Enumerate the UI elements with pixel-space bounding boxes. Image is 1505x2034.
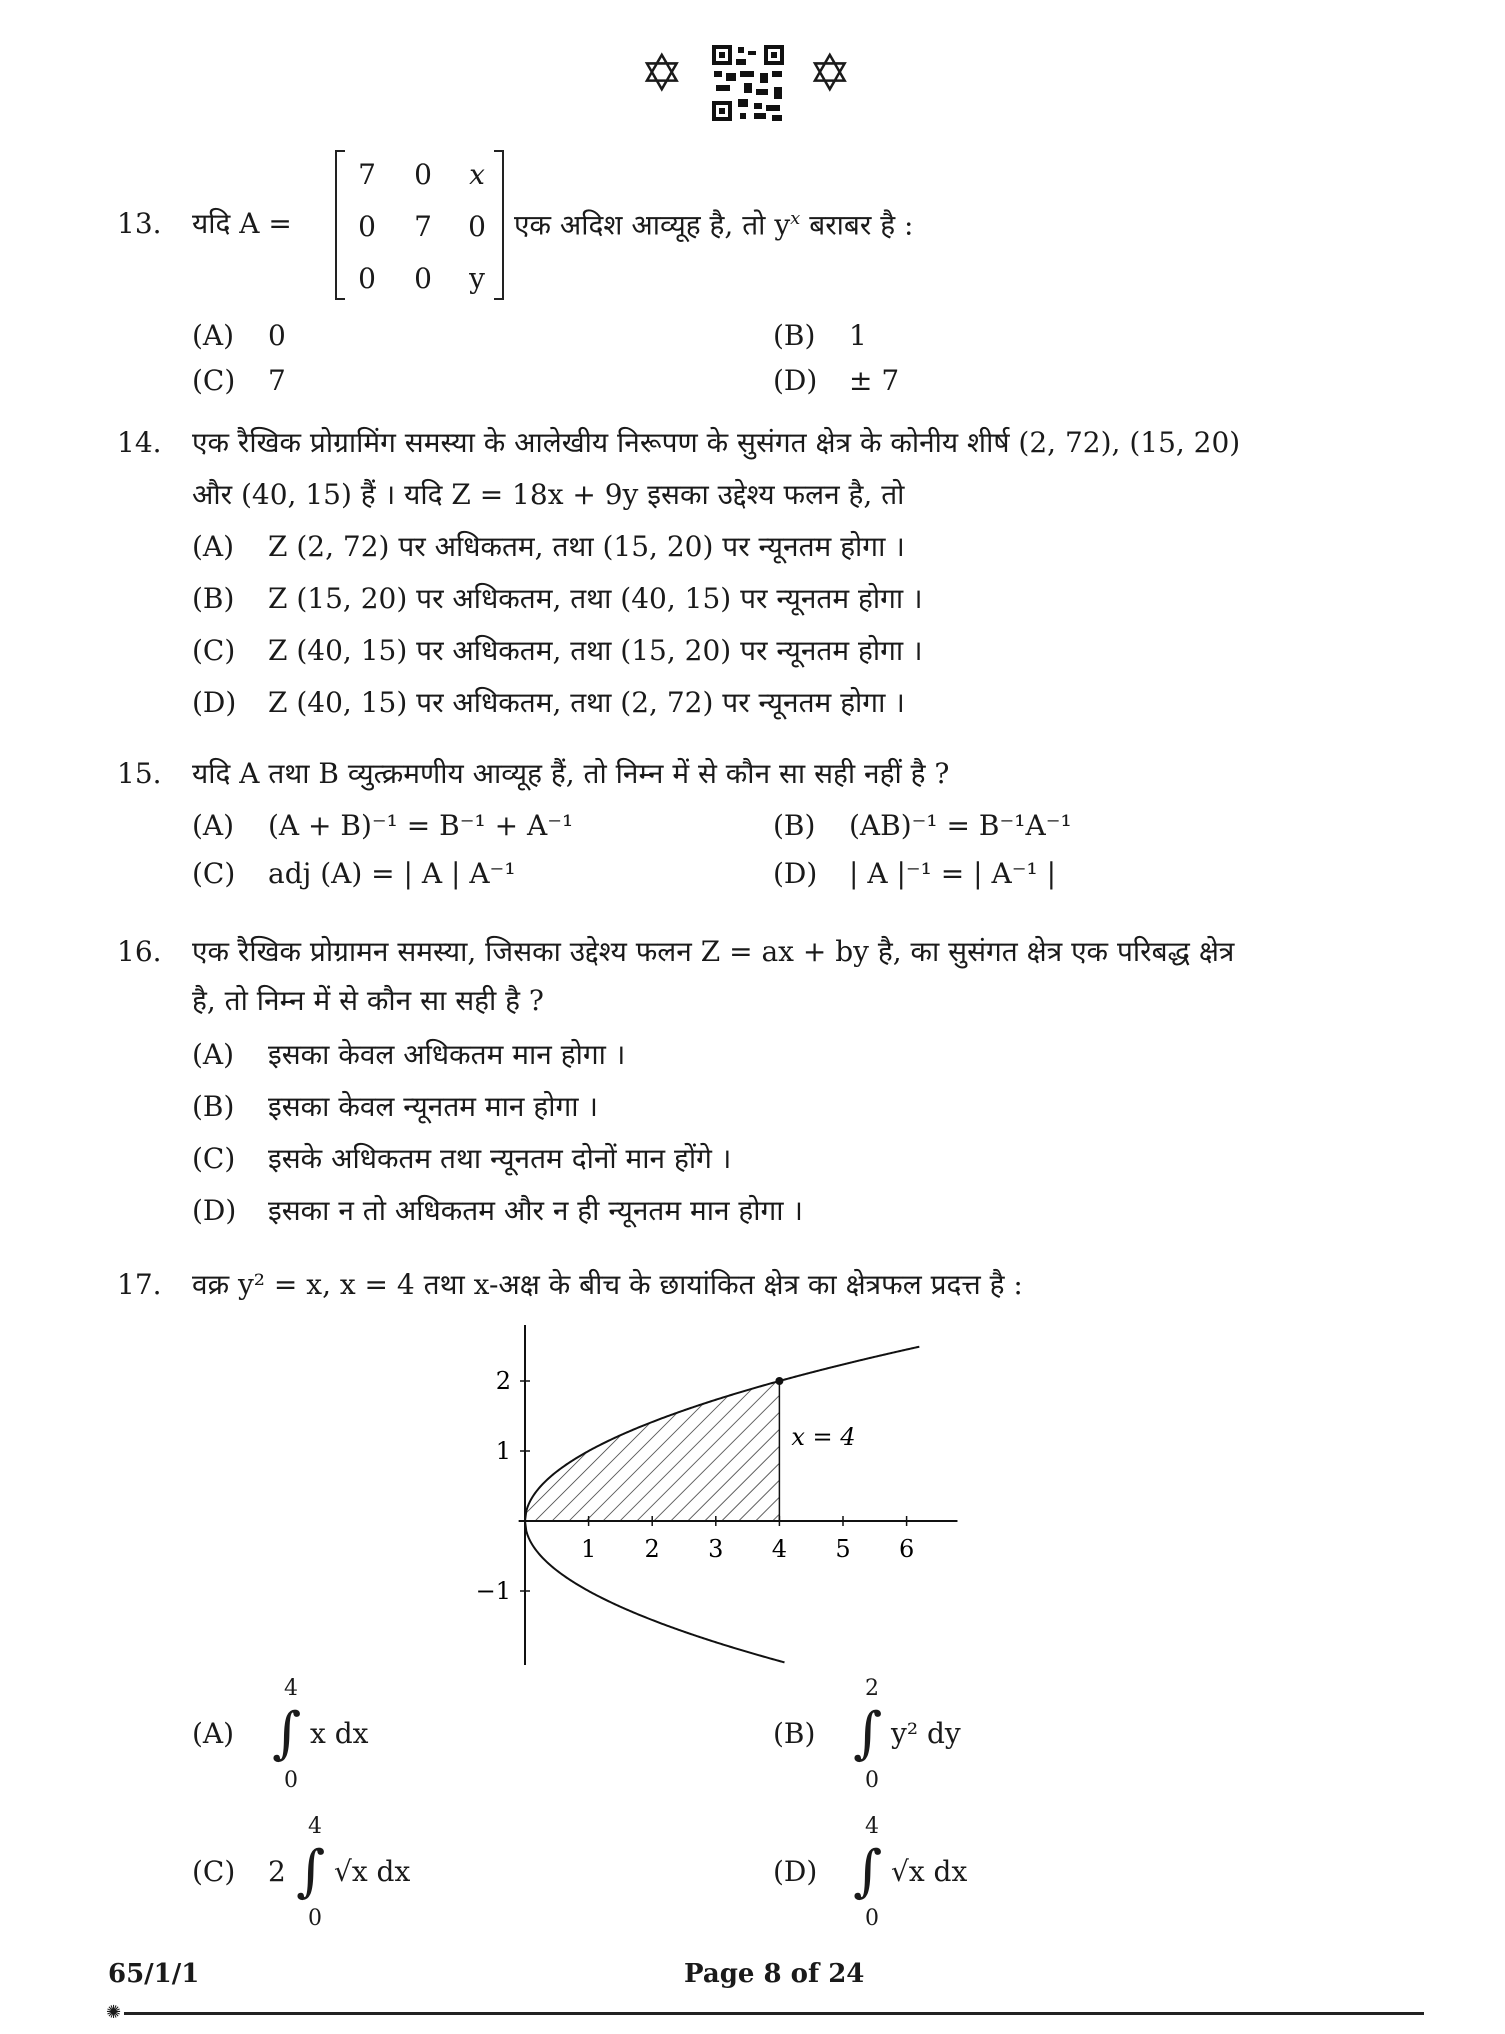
option-label: (B) [192,1090,235,1123]
option-text: Z (15, 20) पर अधिकतम, तथा (40, 15) पर न्यूनतम होगा । [268,582,923,615]
question-number: 16. [117,935,162,968]
matrix-cell: 0 [358,262,376,295]
x-tick-label: 1 [580,1535,597,1563]
x-tick-label: 5 [835,1535,851,1563]
question-number: 15. [117,757,162,790]
option-d[interactable] [192,1194,804,1227]
option-label: (C) [192,1855,236,1888]
option-b[interactable] [192,1090,599,1123]
option-c[interactable] [192,634,923,667]
coefficient: 2 [268,1855,286,1888]
option-text: | A |⁻¹ = | A⁻¹ | [849,857,1057,890]
option-label: (D) [773,364,818,397]
question-text: एक रैखिक प्रोग्रामन समस्या, जिसका उद्देश्य फलन Z = ax + by है, का सुसंगत क्षेत्र एक परिबद्ध क्षेत्र [192,935,1235,968]
page-number: Page 8 of 24 [684,1959,865,1989]
option-label: (B) [773,809,816,842]
option-label: (C) [192,634,236,667]
question-number: 13. [117,207,162,240]
option-text: ± 7 [849,364,900,397]
integrand: √x dx [891,1855,968,1888]
x-tick-label: 2 [644,1535,660,1563]
y-tick-label: 1 [495,1437,511,1465]
option-text: Z (2, 72) पर अधिकतम, तथा (15, 20) पर न्यूनतम होगा । [268,530,905,563]
x-tick-label: 3 [708,1535,724,1563]
footer-divider [124,2012,1424,2015]
matrix-cell: y [469,262,485,295]
question-text: यदि A = [192,207,292,240]
matrix-cell: 7 [358,158,376,191]
question-number: 17. [117,1268,162,1301]
option-text: (AB)⁻¹ = B⁻¹A⁻¹ [849,809,1072,842]
option-label: (C) [192,1142,236,1175]
point-4-2 [775,1377,783,1385]
star-of-david-icon: ✡ [808,44,852,104]
option-label: (D) [773,857,818,890]
matrix-cell: 0 [358,210,376,243]
integrand: √x dx [334,1855,411,1888]
option-b[interactable] [773,319,867,352]
option-label: (A) [192,1038,235,1071]
matrix-cell: 0 [468,210,486,243]
option-label: (D) [192,1194,237,1227]
matrix-a [335,150,504,300]
option-label: (C) [192,857,236,890]
option-text: Z (40, 15) पर अधिकतम, तथा (15, 20) पर न्यूनतम होगा । [268,634,923,667]
lower-limit: 0 [284,1768,298,1793]
option-label: (A) [192,319,235,352]
option-label: (B) [773,1717,816,1750]
option-c[interactable] [192,1142,732,1175]
option-d[interactable] [773,1814,1193,1931]
integral-sign: ∫ [853,1839,883,1904]
option-a[interactable] [192,1038,626,1071]
option-label: (A) [192,809,235,842]
question-text: एक रैखिक प्रोग्रामिंग समस्या के आलेखीय निरूपण के सुसंगत क्षेत्र के कोनीय शीर्ष (2, 72), (15, 20) [192,426,1241,459]
integral-sign: ∫ [272,1701,302,1766]
question-text: और (40, 15) हैं । यदि Z = 18x + 9y इसका उद्देश्य फलन है, तो [192,478,905,511]
star-of-david-icon: ✡ [640,44,684,104]
option-d[interactable] [773,364,900,397]
question-text: है, तो निम्न में से कौन सा सही है ? [192,984,544,1017]
option-c[interactable] [192,364,286,397]
option-c[interactable] [192,1814,612,1931]
upper-limit: 4 [284,1676,298,1701]
line-label: x = 4 [791,1423,856,1451]
option-label: (B) [192,582,235,615]
question-number: 14. [117,426,162,459]
question-text: यदि A तथा B व्युत्क्रमणीय आव्यूह हैं, तो निम्न में से कौन सा सही नहीं है ? [192,757,950,790]
option-b[interactable] [773,1676,1193,1793]
option-a[interactable] [192,319,286,352]
option-b[interactable] [192,582,923,615]
y-tick-label: −1 [475,1577,511,1605]
option-d[interactable] [773,857,1057,890]
option-text: 7 [268,364,286,397]
option-text: इसका केवल न्यूनतम मान होगा । [268,1090,599,1123]
option-b[interactable] [773,809,1072,842]
upper-limit: 4 [308,1814,322,1839]
superscript: x [790,208,801,229]
option-label: (C) [192,364,236,397]
option-label: (D) [192,686,237,719]
paper-code: 65/1/1 [108,1959,200,1989]
text: एक अदिश आव्यूह है, तो y [514,208,791,242]
option-text: (A + B)⁻¹ = B⁻¹ + A⁻¹ [268,809,574,842]
lower-limit: 0 [308,1906,322,1931]
matrix-cell: 7 [414,210,432,243]
option-text: इसका न तो अधिकतम और न ही न्यूनतम मान होगा । [268,1194,804,1227]
option-a[interactable] [192,530,905,563]
y-tick-label: 2 [495,1367,511,1395]
option-text: 0 [268,319,286,352]
lower-limit: 0 [865,1768,879,1793]
flower-icon: ✺ [106,2002,122,2023]
question-text [514,208,914,242]
option-label: (A) [192,1717,235,1750]
parabola-figure [440,1310,980,1680]
option-a[interactable] [192,809,574,842]
text: बराबर है : [800,208,914,242]
shaded-region [525,1381,779,1521]
option-text: इसका केवल अधिकतम मान होगा । [268,1038,626,1071]
x-tick-label: 4 [771,1535,788,1563]
matrix-cell: 0 [414,158,432,191]
option-label: (A) [192,530,235,563]
x-tick-label: 6 [898,1535,915,1563]
option-text: 1 [849,319,867,352]
option-c[interactable] [192,857,516,890]
option-label: (D) [773,1855,818,1888]
option-text: adj (A) = | A | A⁻¹ [268,857,516,890]
option-a[interactable] [192,1676,612,1793]
option-text: Z (40, 15) पर अधिकतम, तथा (2, 72) पर न्यूनतम होगा । [268,686,905,719]
upper-limit: 4 [865,1814,879,1839]
upper-limit: 2 [865,1676,879,1701]
integrand: x dx [310,1717,369,1750]
matrix-cell: 0 [414,262,432,295]
option-d[interactable] [192,686,905,719]
question-text: वक्र y² = x, x = 4 तथा x-अक्ष के बीच के छायांकित क्षेत्र का क्षेत्रफल प्रदत्त है : [192,1268,1023,1301]
option-text: इसके अधिकतम तथा न्यूनतम दोनों मान होंगे । [268,1142,732,1175]
matrix-cell: x [469,158,485,191]
integral-sign: ∫ [296,1839,326,1904]
integral-sign: ∫ [853,1701,883,1766]
integrand: y² dy [891,1717,961,1750]
option-label: (B) [773,319,816,352]
qr-code-icon [710,43,786,123]
lower-limit: 0 [865,1906,879,1931]
